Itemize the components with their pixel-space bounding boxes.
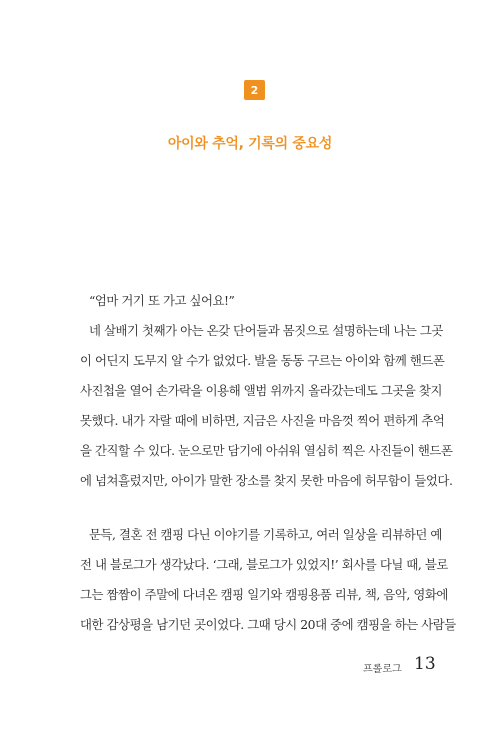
text-line: 을 간직할 수 있다. 눈으로만 담기에 아쉬워 열심히 찍은 사진들이 핸드폰 (80, 443, 453, 458)
text-line: 전 내 블로그가 생각났다. ‘그래, 블로그가 있었지!’ 회사를 다닐 때, 블로 (80, 557, 448, 572)
chapter-number-badge: 2 (244, 80, 265, 100)
text-line: 그는 짬짬이 주말에 다녀온 캠핑 일기와 캠핑용품 리뷰, 책, 음악, 영화에 (80, 587, 448, 602)
footer-section-label: 프롤로그 (363, 664, 402, 675)
paragraph-gap (80, 496, 434, 520)
paragraph-first (80, 316, 453, 496)
body-text (80, 286, 456, 640)
text-line: “엄마 거기 또 가고 싶어요!” (89, 293, 235, 308)
text-line: 에 넘쳐흘렀지만, 아이가 말한 장소를 찾지 못한 마음에 허무함이 들었다. (80, 473, 453, 488)
text-line: 사진첩을 열어 손가락을 이용해 앨범 위까지 올라갔는데도 그곳을 찾지 (80, 383, 442, 398)
text-line: 이 어딘지 도무지 알 수가 없었다. 발을 동동 구르는 아이와 함께 핸드폰 (80, 353, 445, 368)
page-number: 13 (414, 654, 436, 674)
text-line: 대한 감상평을 남기던 곳이었다. 그때 당시 20대 중에 캠핑을 하는 사람들 (80, 617, 456, 632)
text-line: 네 살배기 첫째가 아는 온갖 단어들과 몸짓으로 설명하는데 나는 그곳 (89, 323, 443, 338)
paragraph-second (80, 520, 456, 640)
paragraph-quote (80, 286, 434, 316)
text-line: 문득, 결혼 전 캠핑 다닌 이야기를 기록하고, 여러 일상을 리뷰하던 예 (89, 527, 442, 542)
text-line: 못했다. 내가 자랄 때에 비하면, 지금은 사진을 마음껏 찍어 편하게 추억 (80, 413, 445, 428)
chapter-title: 아이와 추억, 기록의 중요성 (167, 136, 333, 152)
